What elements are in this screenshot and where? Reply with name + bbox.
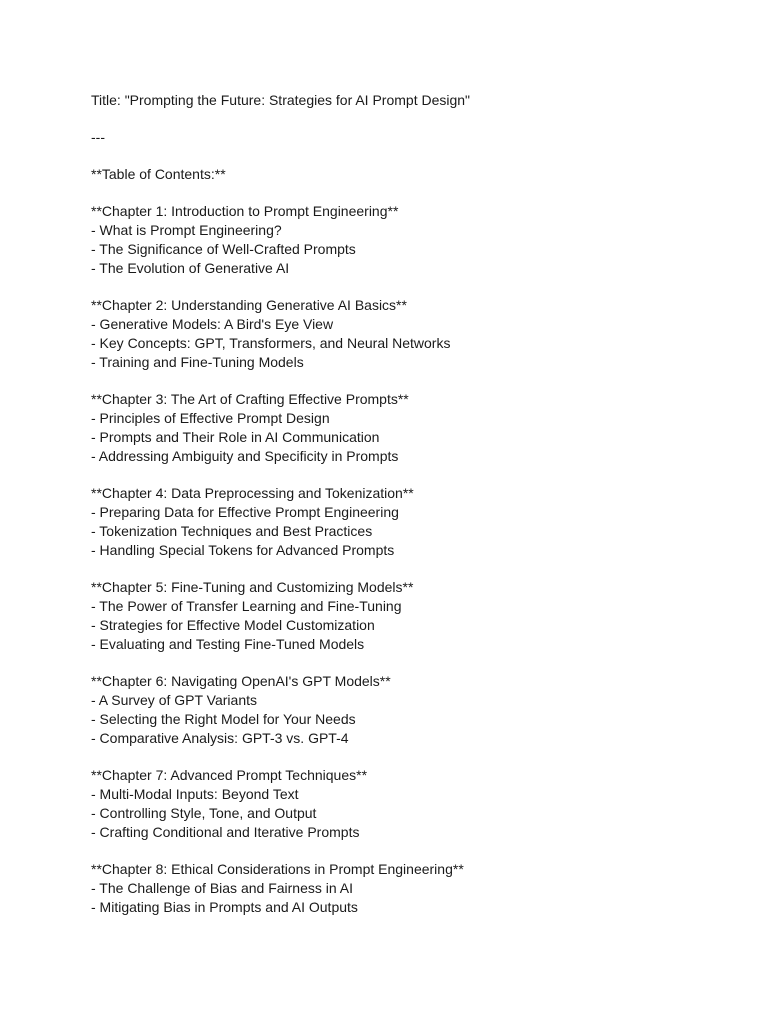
- spacer: [91, 372, 731, 390]
- chapter-item: - Mitigating Bias in Prompts and AI Outputs: [91, 899, 358, 915]
- spacer: [91, 466, 731, 484]
- spacer: [91, 147, 731, 165]
- spacer: [91, 654, 731, 672]
- chapter-item: - Generative Models: A Bird's Eye View: [91, 316, 334, 332]
- toc-heading: **Table of Contents:**: [91, 166, 226, 182]
- spacer: [91, 184, 731, 202]
- chapter-heading: **Chapter 3: The Art of Crafting Effective Prompts**: [91, 391, 409, 407]
- chapter-6-section: [91, 672, 731, 748]
- chapter-item: - Tokenization Techniques and Best Practices: [91, 523, 373, 539]
- chapter-item: - Addressing Ambiguity and Specificity in Prompts: [91, 448, 399, 464]
- chapter-item: - Selecting the Right Model for Your Needs: [91, 711, 356, 727]
- chapter-item: - Multi-Modal Inputs: Beyond Text: [91, 786, 299, 802]
- chapter-item: - Handling Special Tokens for Advanced Prompts: [91, 542, 395, 558]
- chapter-item: - Training and Fine-Tuning Models: [91, 354, 304, 370]
- chapter-item: - Key Concepts: GPT, Transformers, and Neural Networks: [91, 335, 451, 351]
- chapter-item: - The Challenge of Bias and Fairness in AI: [91, 880, 354, 896]
- chapter-heading: **Chapter 7: Advanced Prompt Techniques**: [91, 767, 368, 783]
- chapter-item: - The Evolution of Generative AI: [91, 260, 290, 276]
- chapter-item: - Comparative Analysis: GPT-3 vs. GPT-4: [91, 730, 349, 746]
- chapter-item: - Evaluating and Testing Fine-Tuned Models: [91, 636, 365, 652]
- chapter-heading: **Chapter 2: Understanding Generative AI Basics**: [91, 297, 407, 313]
- chapter-3-section: [91, 390, 731, 466]
- separator-line: ---: [91, 129, 105, 145]
- chapter-5-section: [91, 578, 731, 654]
- chapter-item: - Strategies for Effective Model Customization: [91, 617, 375, 633]
- chapter-4-section: [91, 484, 731, 560]
- chapter-item: - Prompts and Their Role in AI Communication: [91, 429, 380, 445]
- chapter-item: - A Survey of GPT Variants: [91, 692, 257, 708]
- spacer: [91, 278, 731, 296]
- chapter-item: - Controlling Style, Tone, and Output: [91, 805, 317, 821]
- spacer: [91, 110, 731, 128]
- document-page: [91, 91, 731, 917]
- document-title: Title: "Prompting the Future: Strategies for AI Prompt Design": [91, 92, 471, 108]
- chapter-heading: **Chapter 6: Navigating OpenAI's GPT Models**: [91, 673, 391, 689]
- chapter-2-section: [91, 296, 731, 372]
- spacer: [91, 560, 731, 578]
- chapter-item: - What is Prompt Engineering?: [91, 222, 282, 238]
- chapter-8-section: [91, 860, 731, 917]
- chapter-heading: **Chapter 5: Fine-Tuning and Customizing Models**: [91, 579, 414, 595]
- chapter-item: - Crafting Conditional and Iterative Prompts: [91, 824, 360, 840]
- chapter-7-section: [91, 766, 731, 842]
- chapter-heading: **Chapter 1: Introduction to Prompt Engineering**: [91, 203, 399, 219]
- spacer: [91, 842, 731, 860]
- chapter-item: - The Significance of Well-Crafted Prompts: [91, 241, 356, 257]
- chapter-item: - Principles of Effective Prompt Design: [91, 410, 330, 426]
- spacer: [91, 748, 731, 766]
- chapter-heading: **Chapter 8: Ethical Considerations in Prompt Engineering**: [91, 861, 464, 877]
- chapter-item: - The Power of Transfer Learning and Fine-Tuning: [91, 598, 402, 614]
- chapter-1-section: [91, 202, 731, 278]
- chapter-item: - Preparing Data for Effective Prompt Engineering: [91, 504, 399, 520]
- chapter-heading: **Chapter 4: Data Preprocessing and Tokenization**: [91, 485, 414, 501]
